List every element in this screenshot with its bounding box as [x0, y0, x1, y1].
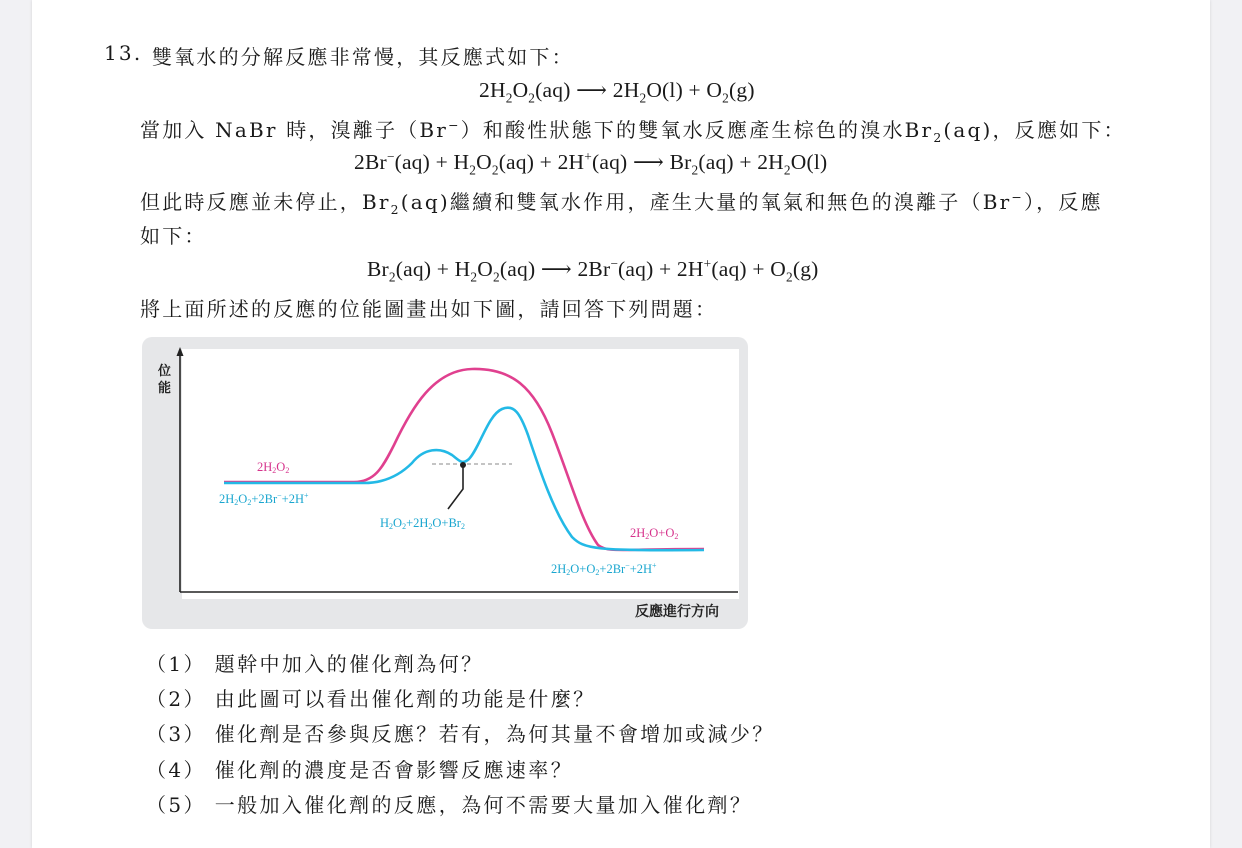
- question-5: [146, 789, 752, 818]
- label-intermediate: H2O2+2H2O+Br2: [380, 516, 465, 531]
- question-4: [146, 754, 573, 783]
- question-text: 一般加入催化劑的反應，為何不需要大量加入催化劑？: [214, 793, 753, 817]
- question-text: 題幹中加入的催化劑為何？: [214, 652, 484, 676]
- question-text: 催化劑是否參與反應？若有，為何其量不會增加或減少？: [214, 722, 775, 746]
- label-reactant-catalyzed: 2H2O2+2Br−+2H+: [219, 491, 309, 507]
- label-product-catalyzed: 2H2O+O2+2Br−+2H+: [551, 561, 657, 577]
- problem-number: [104, 41, 142, 65]
- equation-2: $2Br^-(aq) + H_2O_2(aq) + 2H^+(aq)$ ⟶ $Br_2(aq) + 2H_2O(l)$: [354, 148, 828, 178]
- equation-1: $2H_2O_2(aq)$ ⟶ $2H_2O(l) + O_2(g)$: [479, 78, 755, 106]
- label-reactant-uncatalyzed: 2H2O2: [257, 460, 290, 475]
- question-number: （2）: [146, 687, 206, 711]
- label-product-uncatalyzed: 2H2O+O2: [630, 526, 679, 541]
- x-axis-label: 反應進行方向: [635, 604, 719, 620]
- paragraph-line-5: 將上面所述的反應的位能圖畫出如下圖，請回答下列問題：: [140, 297, 718, 321]
- y-axis-label-1: 位: [158, 364, 172, 379]
- question-2: [146, 683, 596, 712]
- y-axis-label-2: 能: [158, 381, 172, 396]
- equation-3: $Br_2(aq) + H_2O_2(aq)$ ⟶ $2Br^-(aq) + 2H^+(aq) + O_2(g)$: [367, 255, 819, 285]
- question-1: [146, 648, 484, 677]
- intermediate-pointer: [448, 465, 463, 509]
- paragraph-line-3: 但此時反應並未停止，$Br_2(aq)$繼續和雙氧水作用，產生大量的氧氣和無色的溴離子（Br−），反應: [140, 189, 1103, 217]
- paragraph-line-4: 如下：: [140, 224, 207, 248]
- energy-diagram-frame: [142, 337, 748, 629]
- paragraph-line-2: 當加入 NaBr 時，溴離子（Br−）和酸性狀態下的雙氧水反應產生棕色的溴水$Br_2(aq)$，反應如下：: [140, 117, 1126, 145]
- question-number: （3）: [146, 722, 206, 746]
- problem-number-text: 13.: [104, 41, 143, 65]
- question-3: [146, 718, 775, 747]
- question-number: （5）: [146, 793, 206, 817]
- energy-diagram: [142, 337, 748, 629]
- question-number: （1）: [146, 652, 206, 676]
- problem-intro: 雙氧水的分解反應非常慢，其反應式如下：: [152, 45, 574, 69]
- y-axis-arrow: [177, 347, 184, 356]
- question-text: 由此圖可以看出催化劑的功能是什麼？: [214, 687, 596, 711]
- question-text: 催化劑的濃度是否會影響反應速率？: [214, 758, 574, 782]
- question-number: （4）: [146, 758, 206, 782]
